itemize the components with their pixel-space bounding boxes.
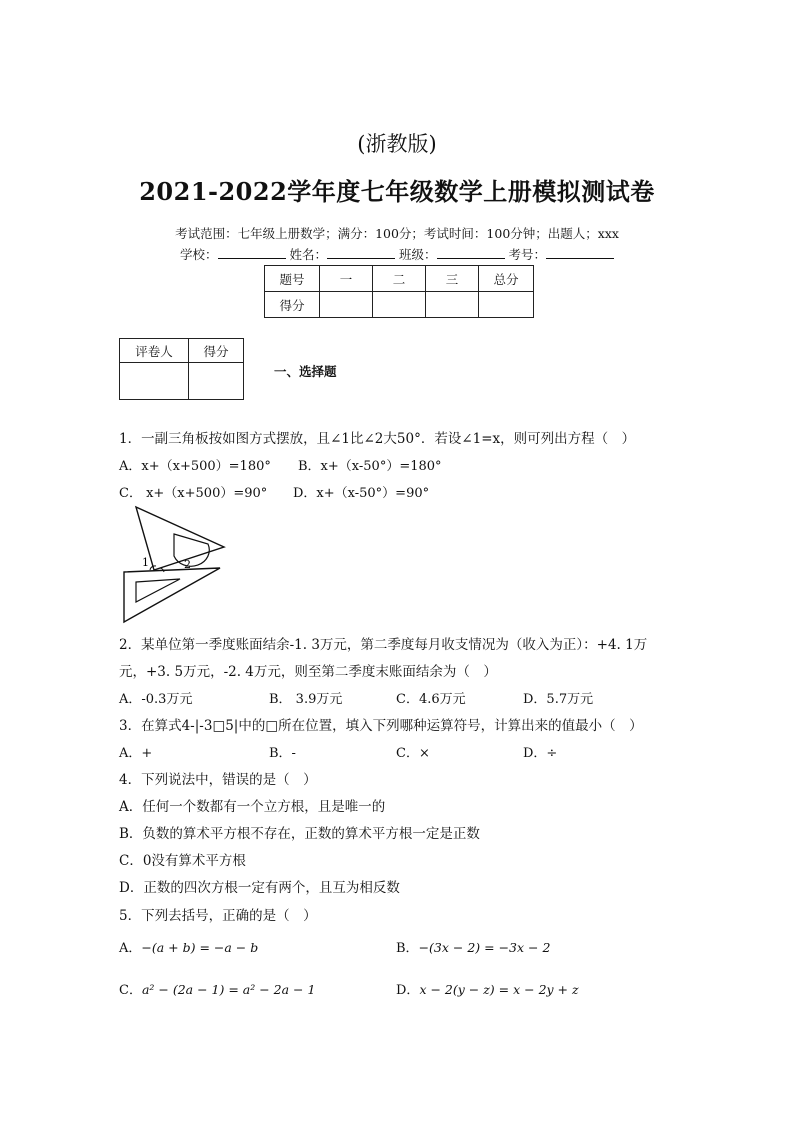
number-label: 考号：	[508, 247, 546, 262]
question-2-stem-line2: 元，+3. 5万元，-2. 4万元，则至第二季度末账面结余为（ ）	[119, 664, 497, 680]
score-header-cell: 总分	[479, 266, 534, 292]
score-cell[interactable]	[426, 292, 479, 318]
name-label: 姓名：	[289, 247, 327, 262]
score-cell[interactable]	[373, 292, 426, 318]
option-d-expression: x − 2(y − z) = x − 2y + z	[419, 982, 579, 997]
option-c-expression: a² − (2a − 1) = a² − 2a − 1	[141, 982, 316, 997]
question-4-option-b: B．负数的算术平方根不存在，正数的算术平方根一定是正数	[119, 826, 480, 842]
score-table-score-row	[265, 292, 534, 318]
question-4-option-c: C．0没有算术平方根	[119, 853, 246, 869]
score-table-header-row	[265, 266, 534, 292]
school-label: 学校：	[179, 247, 218, 262]
student-info-line	[0, 245, 794, 263]
edition-label: (浙教版)	[357, 132, 437, 156]
score-table	[264, 265, 534, 318]
option-d-label: D．	[396, 983, 420, 998]
question-2-stem-line1: 2．某单位第一季度账面结余-1. 3万元，第二季度每月收支情况为（收入为正）：+4. 1万	[119, 637, 648, 653]
score-cell[interactable]	[479, 292, 534, 318]
question-4-stem: 4．下列说法中，错误的是（ ）	[119, 772, 317, 788]
question-1-option-b: B．x+（x-50°）=180°	[298, 459, 442, 474]
option-a-label: A．	[119, 941, 142, 956]
question-2-option-c: C．4.6万元	[396, 692, 466, 707]
question-3-option-a: A．+	[119, 746, 153, 761]
question-5-stem: 5．下列去括号，正确的是（ ）	[119, 908, 317, 924]
question-5-option-b	[396, 937, 550, 956]
option-a-expression: −(a + b) = −a − b	[141, 940, 259, 955]
question-5-option-c	[119, 979, 315, 998]
grader-header-cell: 得分	[189, 339, 244, 363]
question-3-option-b: B．-	[269, 746, 296, 761]
score-header-cell: 一	[320, 266, 373, 292]
option-b-expression: −(3x − 2) = −3x − 2	[418, 940, 551, 955]
question-2-option-d: D．5.7万元	[523, 692, 594, 707]
class-blank[interactable]	[437, 246, 505, 259]
section-title: 一、选择题	[274, 364, 337, 379]
grader-score-cell[interactable]	[189, 363, 244, 400]
grader-header-cell: 评卷人	[120, 339, 189, 363]
question-2-option-a: A．-0.3万元	[119, 692, 193, 707]
question-3-option-d: D．÷	[523, 746, 558, 761]
number-blank[interactable]	[546, 246, 614, 259]
question-5-option-d	[396, 979, 579, 998]
option-b-label: B．	[396, 941, 419, 956]
question-3-stem: 3．在算式4-|-3□5|中的□所在位置，填入下列哪种运算符号，计算出来的值最小（ ）	[119, 718, 643, 734]
triangle-set-figure	[116, 500, 236, 628]
angle-label-2: 2	[184, 558, 191, 571]
question-1-option-d: D．x+（x-50°）=90°	[293, 486, 430, 501]
option-c-label: C．	[119, 983, 142, 998]
question-1-option-a: A．x+（x+500）=180°	[119, 459, 271, 474]
grader-name-cell[interactable]	[120, 363, 189, 400]
name-blank[interactable]	[327, 246, 395, 259]
score-header-cell: 题号	[265, 266, 320, 292]
question-4-option-a: A．任何一个数都有一个立方根，且是唯一的	[119, 799, 386, 815]
school-blank[interactable]	[218, 246, 286, 259]
question-4-option-d: D．正数的四次方根一定有两个，且互为相反数	[119, 880, 400, 896]
score-row-label: 得分	[265, 292, 320, 318]
question-1-option-c: C． x+（x+500）=90°	[119, 486, 268, 501]
exam-meta: 考试范围：七年级上册数学；满分：100分；考试时间：100分钟；出题人；xxx	[175, 226, 619, 241]
angle-label-1: 1	[142, 556, 149, 569]
score-cell[interactable]	[320, 292, 373, 318]
class-label: 班级：	[398, 247, 437, 262]
exam-title: 2021-2022学年度七年级数学上册模拟测试卷	[139, 177, 655, 206]
question-5-option-a	[119, 937, 258, 956]
score-header-cell: 三	[426, 266, 479, 292]
question-1-stem: 1．一副三角板按如图方式摆放，且∠1比∠2大50°．若设∠1=x，则可列出方程（ ）	[119, 431, 636, 447]
score-header-cell: 二	[373, 266, 426, 292]
question-3-option-c: C．×	[396, 746, 430, 761]
question-2-option-b: B． 3.9万元	[269, 692, 343, 707]
grader-table	[119, 338, 244, 400]
